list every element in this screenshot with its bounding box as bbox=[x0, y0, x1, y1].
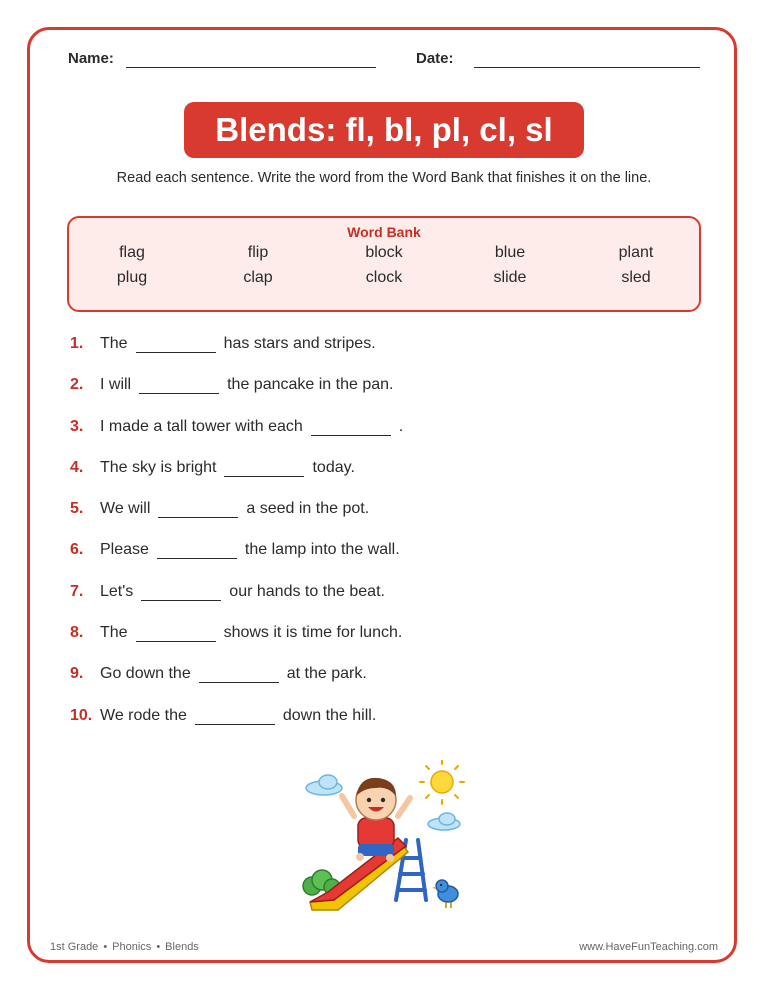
sentence-end: has stars and stripes. bbox=[223, 335, 376, 352]
name-date-row bbox=[68, 50, 700, 72]
word-bank-word: plug bbox=[116, 269, 148, 286]
sentence-number: 2. bbox=[70, 376, 84, 394]
sentence-number: 6. bbox=[70, 541, 84, 559]
sentence-number: 7. bbox=[70, 582, 84, 600]
answer-blank[interactable] bbox=[199, 664, 279, 683]
sentence-end: the lamp into the wall. bbox=[244, 541, 400, 559]
sentence-item bbox=[70, 499, 710, 540]
sentence-item bbox=[70, 458, 710, 499]
footer-grade: 1st Grade bbox=[50, 941, 99, 953]
sentence-number: 9. bbox=[70, 665, 84, 683]
sentence-start: The bbox=[100, 624, 128, 642]
answer-blank[interactable] bbox=[136, 623, 216, 642]
word-bank-word: slide bbox=[493, 269, 527, 286]
sentence-number: 4. bbox=[70, 458, 84, 476]
sentence-number: 5. bbox=[70, 500, 84, 518]
sentence-item bbox=[70, 623, 710, 664]
sentence-end: the pancake in the pan. bbox=[227, 376, 394, 394]
sentence-item bbox=[70, 334, 710, 375]
answer-blank[interactable] bbox=[158, 499, 238, 518]
sentence-start: The bbox=[100, 335, 128, 352]
sentence-end: a seed in the pot. bbox=[246, 500, 370, 518]
name-line[interactable] bbox=[126, 67, 376, 68]
sentence-start: Go down the bbox=[100, 665, 191, 683]
word-bank bbox=[67, 216, 701, 312]
cloud-icon bbox=[306, 775, 342, 795]
footer-separator: • bbox=[156, 941, 161, 953]
word-bank-word: plant bbox=[618, 244, 654, 261]
sentence-item bbox=[70, 706, 710, 747]
sentence-item bbox=[70, 540, 710, 581]
word-bank-word: flip bbox=[247, 244, 269, 261]
word-bank-word: sled bbox=[621, 269, 651, 286]
sentence-end: shows it is time for lunch. bbox=[223, 624, 403, 642]
sentence-item bbox=[70, 417, 710, 458]
answer-blank[interactable] bbox=[136, 334, 216, 353]
sentence-start: Let's bbox=[100, 582, 134, 600]
kid-on-slide-illustration bbox=[298, 760, 470, 916]
sentence-end: our hands to the beat. bbox=[229, 582, 385, 600]
sentence-end: at the park. bbox=[286, 665, 367, 683]
sun-icon bbox=[420, 760, 464, 804]
instructions: Read each sentence. Write the word from the Word Bank that finishes it on the line. bbox=[116, 170, 652, 186]
sentence-end: down the hill. bbox=[282, 706, 377, 724]
sentence-end: . bbox=[398, 417, 404, 435]
date-line[interactable] bbox=[474, 67, 700, 68]
answer-blank[interactable] bbox=[141, 582, 221, 601]
word-bank-word: flag bbox=[119, 244, 145, 261]
sentence-number: 10. bbox=[70, 706, 93, 724]
date-label: Date: bbox=[416, 50, 454, 67]
sentence-end: today. bbox=[312, 458, 355, 476]
sentence-list bbox=[70, 334, 710, 747]
footer-subject: Phonics bbox=[112, 941, 152, 953]
sentence-start: Please bbox=[100, 541, 149, 559]
sentence-start: I will bbox=[100, 376, 132, 394]
footer-separator: • bbox=[103, 941, 108, 953]
answer-blank[interactable] bbox=[311, 417, 391, 436]
footer-topic: Blends bbox=[165, 941, 199, 953]
word-bank-word: clock bbox=[365, 269, 403, 286]
sentence-item bbox=[70, 375, 710, 416]
word-bank-title: Word Bank bbox=[347, 224, 421, 240]
answer-blank[interactable] bbox=[224, 458, 304, 477]
word-bank-word: block bbox=[365, 244, 403, 261]
cloud-icon bbox=[428, 813, 460, 830]
sentence-start: We rode the bbox=[100, 706, 187, 724]
name-label: Name: bbox=[68, 50, 114, 67]
page-title: Blends: fl, bl, pl, cl, sl bbox=[184, 102, 584, 158]
sentence-number: 1. bbox=[70, 335, 84, 352]
word-bank-word: clap bbox=[243, 269, 273, 286]
answer-blank[interactable] bbox=[139, 375, 219, 394]
sentence-start: I made a tall tower with each bbox=[100, 417, 303, 435]
answer-blank[interactable] bbox=[195, 706, 275, 725]
sentence-item bbox=[70, 582, 710, 623]
sentence-number: 3. bbox=[70, 417, 84, 435]
answer-blank[interactable] bbox=[157, 540, 237, 559]
bird-icon bbox=[432, 880, 458, 908]
sentence-start: We will bbox=[100, 500, 151, 518]
footer-website: www.HaveFunTeaching.com bbox=[579, 941, 718, 953]
sentence-item bbox=[70, 664, 710, 705]
sentence-number: 8. bbox=[70, 624, 84, 642]
word-bank-word: blue bbox=[494, 244, 526, 261]
sentence-start: The sky is bright bbox=[100, 458, 217, 476]
word-bank-grid bbox=[69, 244, 699, 287]
footer-breadcrumb bbox=[50, 941, 199, 953]
